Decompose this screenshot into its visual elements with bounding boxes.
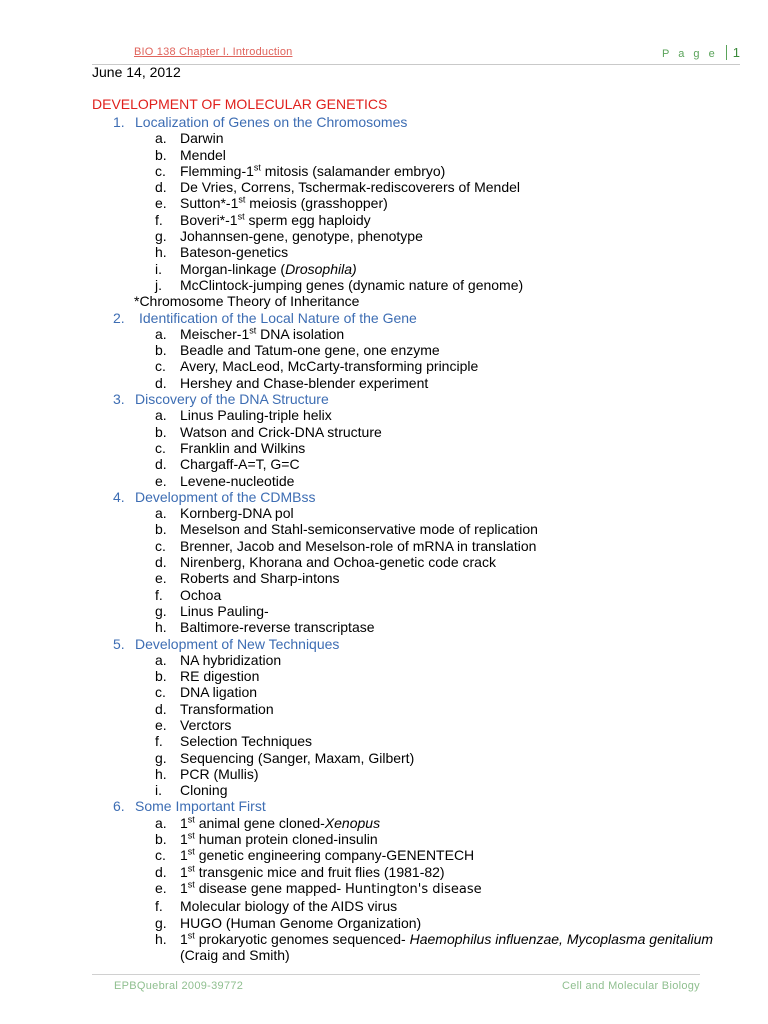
- item-letter: c.: [155, 847, 166, 864]
- list-item: [113, 898, 753, 914]
- list-item: [113, 815, 753, 831]
- item-text: Avery, MacLeod, McCarty-transforming principle: [180, 358, 479, 375]
- footer-course: Cell and Molecular Biology: [561, 980, 700, 992]
- item-text: Linus Pauling-: [180, 602, 269, 619]
- list-item: [113, 195, 753, 211]
- header-divider: [92, 64, 740, 65]
- item-letter: c.: [155, 537, 166, 554]
- item-letter: e.: [155, 716, 167, 733]
- list-item: [113, 554, 753, 570]
- item-prefix: Flemming-1: [180, 162, 254, 179]
- document-date: June 14, 2012: [92, 64, 181, 80]
- item-letter: d.: [155, 700, 167, 717]
- item-text: Baltimore-reverse transcriptase: [180, 619, 375, 636]
- list-item: [113, 456, 753, 472]
- item-text: transgenic mice and fruit flies (1981-82): [194, 863, 445, 880]
- item-text: Franklin and Wilkins: [180, 439, 306, 456]
- item-letter: d.: [155, 456, 167, 473]
- item-letter: b.: [155, 342, 167, 359]
- item-text: Meselson and Stahl-semiconservative mode of replication: [180, 521, 538, 538]
- ordinal-suffix: st: [187, 846, 195, 857]
- footer-divider: [92, 974, 700, 975]
- list-item: [113, 473, 753, 489]
- list-item: [113, 212, 753, 228]
- item-letter: h.: [155, 765, 167, 782]
- item-text: Roberts and Sharp-intons: [180, 570, 340, 587]
- list-item: [113, 244, 753, 260]
- list-item: [113, 375, 753, 391]
- section-heading: [113, 636, 753, 652]
- item-italic-text: Haemophilus influenzae, Mycoplasma genitalium: [409, 930, 714, 947]
- item-letter: b.: [155, 146, 167, 163]
- item-text: Darwin: [180, 130, 224, 147]
- item-text: Transformation: [180, 700, 274, 717]
- item-letter: g.: [155, 602, 167, 619]
- list-item: [113, 342, 753, 358]
- item-prefix: 1: [180, 879, 188, 896]
- list-item: [113, 538, 753, 554]
- item-text: mitosis (salamander embryo): [260, 162, 446, 179]
- item-letter: c.: [155, 684, 166, 701]
- item-text: Watson and Crick-DNA structure: [180, 423, 382, 440]
- section-title: Some Important First: [135, 798, 266, 815]
- item-text: Johannsen-gene, genotype, phenotype: [180, 228, 423, 245]
- item-letter: e.: [155, 570, 167, 587]
- list-item: [113, 733, 753, 749]
- list-item: [113, 652, 753, 668]
- list-item: [113, 831, 753, 847]
- list-item: [113, 424, 753, 440]
- list-item: [113, 750, 753, 766]
- item-letter: c.: [155, 358, 166, 375]
- item-letter: a.: [155, 651, 167, 668]
- item-text: Ochoa: [180, 586, 222, 603]
- list-item: [113, 701, 753, 717]
- item-letter: f.: [155, 733, 163, 750]
- list-item-continuation: [113, 947, 753, 963]
- list-item: [113, 521, 753, 537]
- list-item: [113, 931, 753, 947]
- list-item: [113, 668, 753, 684]
- list-item: [113, 228, 753, 244]
- item-text: disease gene mapped-: [194, 879, 346, 896]
- item-letter: i.: [155, 260, 162, 277]
- item-text: meiosis (grasshopper): [245, 195, 388, 212]
- document-title: DEVELOPMENT OF MOLECULAR GENETICS: [92, 96, 388, 112]
- item-letter: a.: [155, 407, 167, 424]
- item-letter: b.: [155, 668, 167, 685]
- section-title: Localization of Genes on the Chromosomes: [135, 114, 408, 130]
- item-text: Hershey and Chase-blender experiment: [180, 374, 429, 391]
- list-item: [113, 163, 753, 179]
- item-text: Nirenberg, Khorana and Ochoa-genetic code crack: [180, 554, 496, 571]
- ordinal-suffix: st: [249, 325, 257, 336]
- list-item: [113, 130, 753, 146]
- item-italic-text: Drosophila): [285, 260, 357, 277]
- ordinal-suffix: st: [253, 162, 261, 173]
- item-text: Sequencing (Sanger, Maxam, Gilbert): [180, 749, 415, 766]
- item-letter: g.: [155, 749, 167, 766]
- item-letter: a.: [155, 130, 167, 147]
- item-text: De Vries, Correns, Tschermak-rediscoverers of Mendel: [180, 179, 521, 196]
- header-page-indicator: [662, 45, 740, 60]
- item-text: RE digestion: [180, 668, 260, 685]
- item-letter: a.: [155, 505, 167, 522]
- ordinal-suffix: st: [187, 930, 195, 941]
- item-text: Verctors: [180, 716, 232, 733]
- list-item: [113, 603, 753, 619]
- item-text: Levene-nucleotide: [180, 472, 295, 489]
- section-heading: [113, 391, 753, 407]
- ordinal-suffix: st: [238, 194, 246, 205]
- list-item: [113, 326, 753, 342]
- ordinal-suffix: st: [187, 830, 195, 841]
- item-prefix: 1: [180, 847, 188, 864]
- list-item: [113, 847, 753, 863]
- item-text: Morgan-linkage (: [180, 260, 286, 277]
- ordinal-suffix: st: [187, 879, 195, 890]
- section-heading: [113, 310, 753, 326]
- item-prefix: 1: [180, 831, 188, 848]
- item-prefix: Boveri*-1: [180, 211, 238, 228]
- item-letter: d.: [155, 554, 167, 571]
- item-letter: b.: [155, 521, 167, 538]
- item-disease-name: Huntington's disease: [345, 881, 482, 897]
- item-text: Bateson-genetics: [180, 244, 289, 261]
- item-text: Brenner, Jacob and Meselson-role of mRNA in translation: [180, 537, 537, 554]
- list-item: [113, 619, 753, 635]
- item-continuation-text: (Craig and Smith): [180, 947, 290, 964]
- outline-content: [113, 114, 753, 963]
- item-text: Chargaff-A=T, G=C: [180, 456, 300, 473]
- list-item: [113, 684, 753, 700]
- item-prefix: Sutton*-1: [180, 195, 239, 212]
- item-text: genetic engineering company-GENENTECH: [194, 847, 475, 864]
- item-prefix: 1: [180, 930, 188, 947]
- item-text: Mendel: [180, 146, 226, 163]
- page-label: P a g e: [662, 48, 718, 60]
- item-text: DNA ligation: [180, 684, 258, 701]
- ordinal-suffix: st: [187, 814, 195, 825]
- footer-author: EPBQuebral 2009-39772: [114, 980, 244, 992]
- page-footer: [92, 974, 700, 994]
- item-letter: d.: [155, 374, 167, 391]
- section-heading: [113, 489, 753, 505]
- section-number: 2.: [113, 309, 125, 326]
- ordinal-suffix: st: [187, 863, 195, 873]
- item-letter: e.: [155, 195, 167, 212]
- item-text: NA hybridization: [180, 651, 282, 668]
- item-letter: b.: [155, 831, 167, 848]
- item-letter: e.: [155, 879, 167, 896]
- list-item: [113, 782, 753, 798]
- list-item: [113, 570, 753, 586]
- section-number: 3.: [113, 391, 125, 408]
- item-prefix: Meischer-1: [180, 325, 250, 342]
- page-header: [92, 42, 740, 62]
- section-note: *Chromosome Theory of Inheritance: [134, 293, 360, 310]
- item-letter: h.: [155, 244, 167, 261]
- item-letter: a.: [155, 814, 167, 831]
- item-text: DNA isolation: [256, 325, 345, 342]
- section-title: Development of New Techniques: [135, 635, 340, 652]
- section-heading: [113, 798, 753, 814]
- item-text: prokaryotic genomes sequenced-: [194, 930, 410, 947]
- item-letter: g.: [155, 914, 167, 931]
- item-letter: f.: [155, 586, 163, 603]
- item-text: PCR (Mullis): [180, 765, 259, 782]
- item-letter: h.: [155, 619, 167, 636]
- list-item: [113, 358, 753, 374]
- item-letter: b.: [155, 423, 167, 440]
- list-item: [113, 915, 753, 931]
- list-item: [113, 880, 753, 898]
- item-text: Beadle and Tatum-one gene, one enzyme: [180, 342, 440, 359]
- page-number: 1: [726, 45, 740, 60]
- item-letter: d.: [155, 179, 167, 196]
- list-item: [113, 407, 753, 423]
- item-text: Selection Techniques: [180, 733, 313, 750]
- list-item: [113, 277, 753, 293]
- section-heading: [113, 114, 753, 130]
- item-letter: f.: [155, 211, 163, 228]
- section-number: 5.: [113, 635, 125, 652]
- list-item: [113, 440, 753, 456]
- section-number: 4.: [113, 488, 125, 505]
- item-text: human protein cloned-insulin: [194, 831, 378, 848]
- item-text: sperm egg haploidy: [244, 211, 371, 228]
- item-letter: j.: [155, 276, 162, 293]
- item-letter: i.: [155, 782, 162, 799]
- section-number: 1.: [113, 114, 125, 130]
- list-item: [113, 179, 753, 195]
- item-text: Cloning: [180, 782, 228, 799]
- item-text: McClintock-jumping genes (dynamic nature of genome): [180, 276, 524, 293]
- item-prefix: 1: [180, 814, 188, 831]
- item-text: HUGO (Human Genome Organization): [180, 914, 422, 931]
- item-letter: h.: [155, 930, 167, 947]
- header-chapter-title: BIO 138 Chapter I. Introduction: [134, 46, 293, 58]
- item-letter: c.: [155, 439, 166, 456]
- item-text: Molecular biology of the AIDS virus: [180, 898, 398, 915]
- list-item: [113, 587, 753, 603]
- list-item: [113, 717, 753, 733]
- item-text: Kornberg-DNA pol: [180, 505, 294, 522]
- section-title: Identification of the Local Nature of the Gene: [139, 309, 417, 326]
- item-letter: d.: [155, 863, 167, 880]
- list-item: [113, 147, 753, 163]
- item-text: Linus Pauling-triple helix: [180, 407, 332, 424]
- item-italic-text: Xenopus: [324, 814, 381, 831]
- section-title: Discovery of the DNA Structure: [135, 391, 329, 408]
- section-title: Development of the CDMBss: [135, 488, 316, 505]
- item-letter: c.: [155, 162, 166, 179]
- item-letter: f.: [155, 898, 163, 915]
- list-item: [113, 505, 753, 521]
- item-prefix: 1: [180, 863, 188, 880]
- item-letter: a.: [155, 325, 167, 342]
- list-item: [113, 766, 753, 782]
- list-item: [113, 261, 753, 277]
- item-letter: g.: [155, 228, 167, 245]
- item-text: animal gene cloned-: [194, 814, 325, 831]
- item-letter: e.: [155, 472, 167, 489]
- section-number: 6.: [113, 798, 125, 815]
- list-item: [113, 864, 753, 880]
- ordinal-suffix: st: [237, 211, 245, 222]
